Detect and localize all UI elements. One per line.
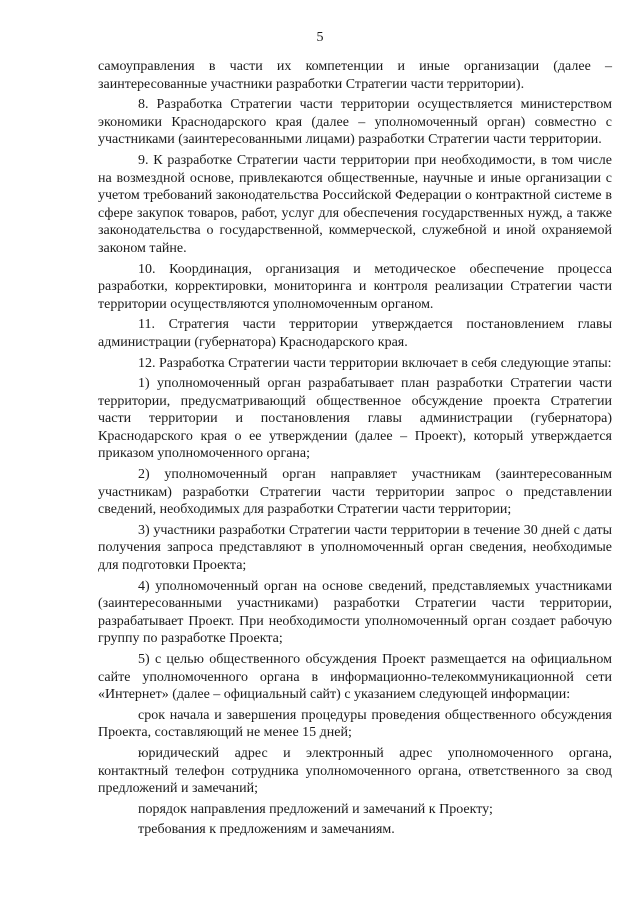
paragraph-11: 11. Стратегия части территории утверждается постановлением главы администрации (губернатора) Краснодарского края. xyxy=(98,317,612,350)
list-item-5: 5) с целью общественного обсуждения Проект размещается на официальном сайте уполномоченного органа в информационно-телекоммуникационной сети «Интернет» (далее – официальный сайт) с указанием следующей информации: xyxy=(98,652,612,703)
info-item-deadline: срок начала и завершения процедуры проведения общественного обсуждения Проекта, составляющий не менее 15 дней; xyxy=(98,707,612,741)
paragraph-continuation: самоуправления в части их компетенции и иные организации (далее – заинтересованные участники разработки Стратегии части территории). xyxy=(98,59,612,92)
list-item-3: 3) участники разработки Стратегии части территории в течение 30 дней с даты получения запроса представляют в уполномоченный орган сведения, необходимые для подготовки Проекта; xyxy=(98,522,612,574)
paragraph-12: 12. Разработка Стратегии части территории включает в себя следующие этапы: xyxy=(138,355,612,371)
info-item-submission-order: порядок направления предложений и замечаний к Проекту; xyxy=(138,801,493,817)
document-body xyxy=(98,58,612,842)
page-number: 5 xyxy=(316,30,324,45)
list-item-1: 1) уполномоченный орган разрабатывает план разработки Стратегии части территории, предусматривающий общественное обсуждение проекта Стратегии части территории и постановления главы администрации (губернатора) Краснодарского края о ее утверждении (далее – Проект), который утверждается приказом уполномоченного органа; xyxy=(98,376,612,462)
paragraph-9: 9. К разработке Стратегии части территории при необходимости, в том числе на возмездной основе, привлекаются общественные, научные и иные организации с учетом требований законодательства Российской Федерации о контрактной системе в сфере закупок товаров, работ, услуг для обеспечения государственных нужд, а также законодательства о государственной, коммерческой, служебной и иной охраняемой законом тайне. xyxy=(98,152,612,256)
info-item-contacts: юридический адрес и электронный адрес уполномоченного органа, контактный телефон сотрудника уполномоченного органа, ответственного за свод предложений и замечаний; xyxy=(98,745,612,797)
list-item-2: 2) уполномоченный орган направляет участникам (заинтересованным участникам) разработки Стратегии части территории запрос о представлении сведений, необходимых для разработки Стратегии части территории; xyxy=(98,467,612,518)
paragraph-8: 8. Разработка Стратегии части территории осуществляется министерством экономики Краснодарского края (далее – уполномоченный орган) совместно с участниками (заинтересованными лицами) разработки Стратегии части территории. xyxy=(98,97,612,148)
paragraph-10: 10. Координация, организация и методическое обеспечение процесса разработки, корректировки, мониторинга и контроля реализации Стратегии части территории осуществляются уполномоченным органом. xyxy=(98,261,612,312)
info-item-requirements: требования к предложениям и замечаниям. xyxy=(138,822,395,838)
list-item-4: 4) уполномоченный орган на основе сведений, представляемых участниками (заинтересованными участниками) разработки Стратегии части территории, разрабатывает Проект. При необходимости уполномоченный орган создает рабочую группу по разработке Проекта; xyxy=(98,578,612,647)
